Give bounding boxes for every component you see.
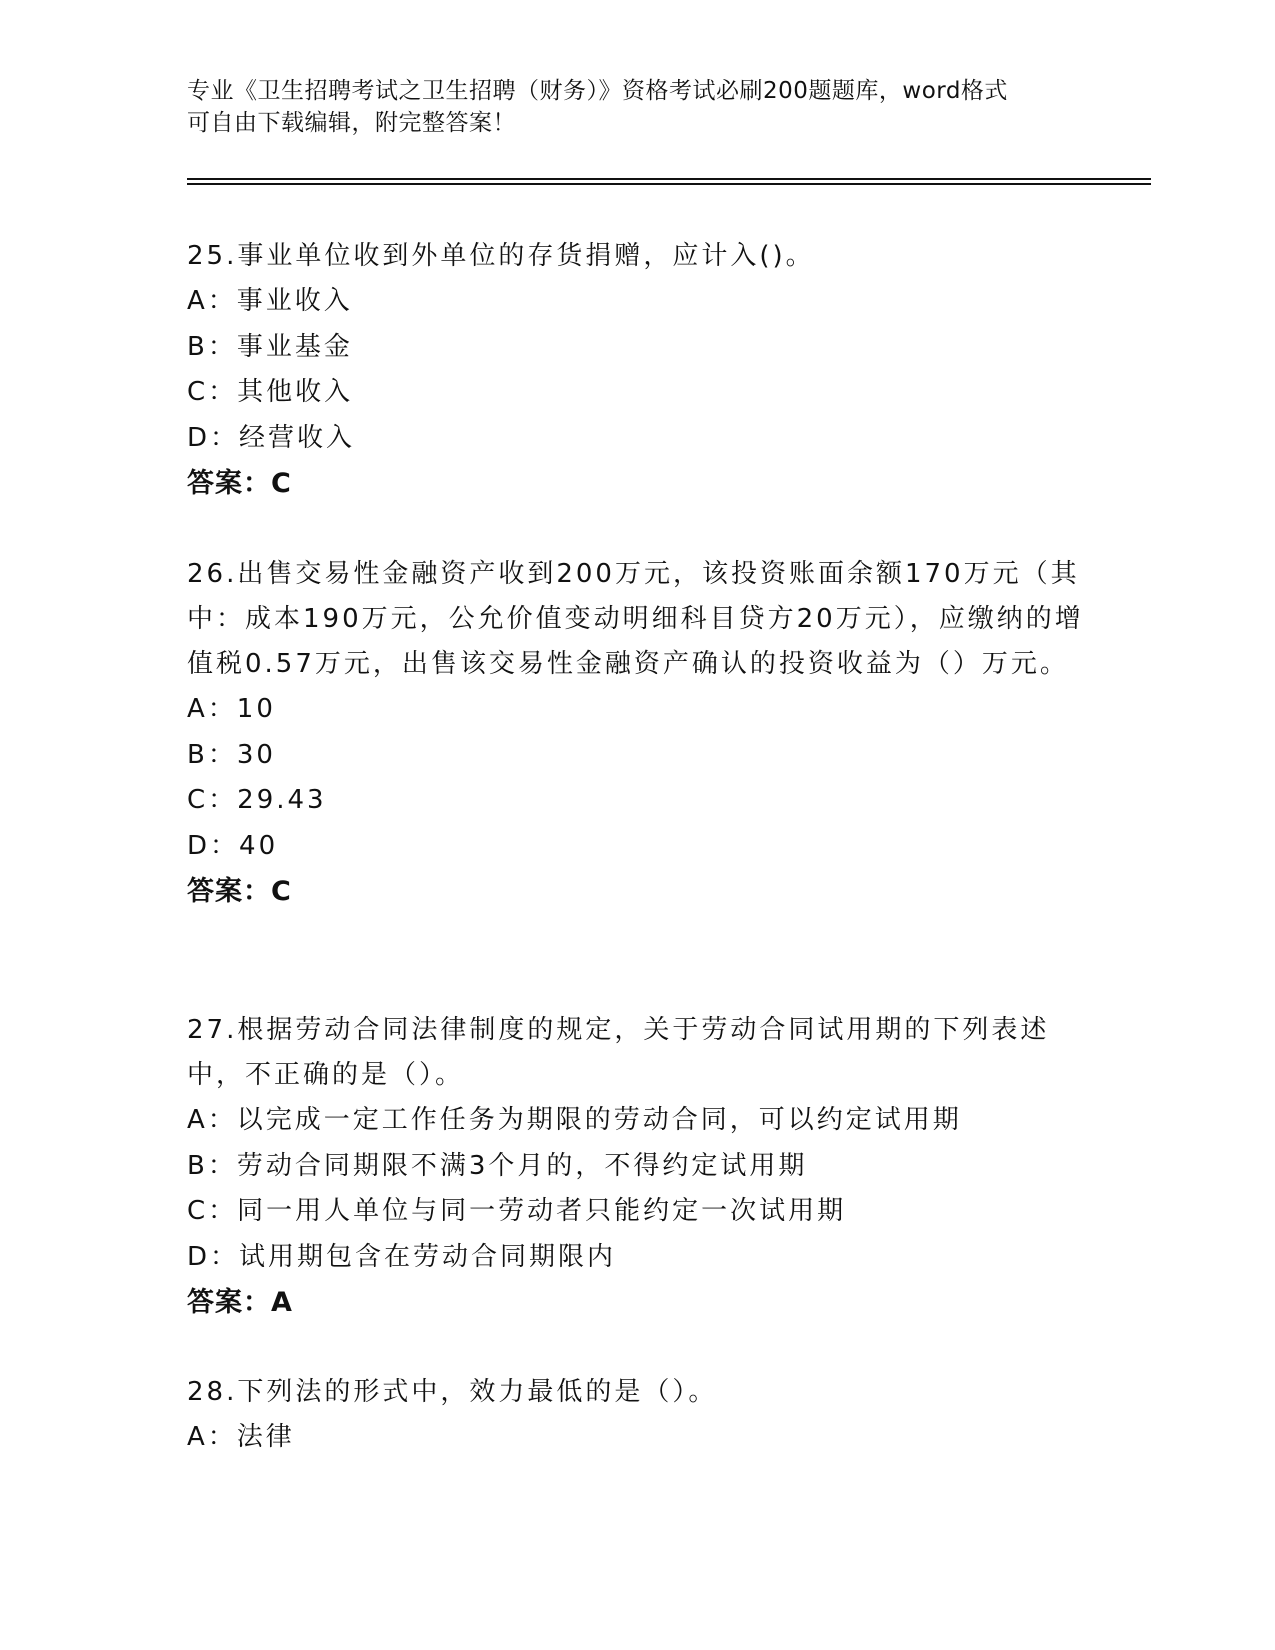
question-28 xyxy=(187,1370,1087,1461)
answer-line: 答案：C xyxy=(187,468,292,499)
header-line-1: 专业《卫生招聘考试之卫生招聘（财务）》资格考试必刷200题题库，word格式 xyxy=(187,78,1008,104)
document-header xyxy=(187,75,1087,139)
option-b: B：劳动合同期限不满3个月的，不得约定试用期 xyxy=(187,1150,808,1181)
question-stem: 26.出售交易性金融资产收到200万元，该投资账面余额170万元（其中：成本190万元，公允价值变动明细科目贷方20万元），应缴纳的增值税0.57万元，出售该交易性金融资产确认的投资收益为（）万元。 xyxy=(187,559,1084,679)
option-b: B：30 xyxy=(187,739,276,770)
option-a: A：10 xyxy=(187,694,276,724)
option-d: D：试用期包含在劳动合同期限内 xyxy=(187,1241,617,1272)
option-a: A：以完成一定工作任务为期限的劳动合同，可以约定试用期 xyxy=(187,1105,962,1135)
option-d: D：经营收入 xyxy=(187,422,356,453)
option-c: C：其他收入 xyxy=(187,377,354,407)
question-stem: 27.根据劳动合同法律制度的规定，关于劳动合同试用期的下列表述中，不正确的是（）。 xyxy=(187,1015,1050,1090)
question-27 xyxy=(187,1008,1087,1325)
option-a: A：事业收入 xyxy=(187,286,353,316)
question-stem: 28.下列法的形式中，效力最低的是（）。 xyxy=(187,1377,718,1407)
option-b: B：事业基金 xyxy=(187,331,353,362)
option-a: A：法律 xyxy=(187,1422,295,1452)
header-divider-top xyxy=(187,178,1151,180)
answer-line: 答案：C xyxy=(187,876,292,907)
question-26 xyxy=(187,552,1087,914)
answer-line: 答案：A xyxy=(187,1287,293,1318)
option-d: D：40 xyxy=(187,830,279,861)
question-25 xyxy=(187,234,1087,506)
question-stem: 25.事业单位收到外单位的存货捐赠，应计入()。 xyxy=(187,241,815,271)
header-line-2: 可自由下载编辑，附完整答案！ xyxy=(187,110,516,136)
option-c: C：同一用人单位与同一劳动者只能约定一次试用期 xyxy=(187,1196,847,1226)
option-c: C：29.43 xyxy=(187,785,327,815)
header-divider-bottom xyxy=(187,183,1151,185)
